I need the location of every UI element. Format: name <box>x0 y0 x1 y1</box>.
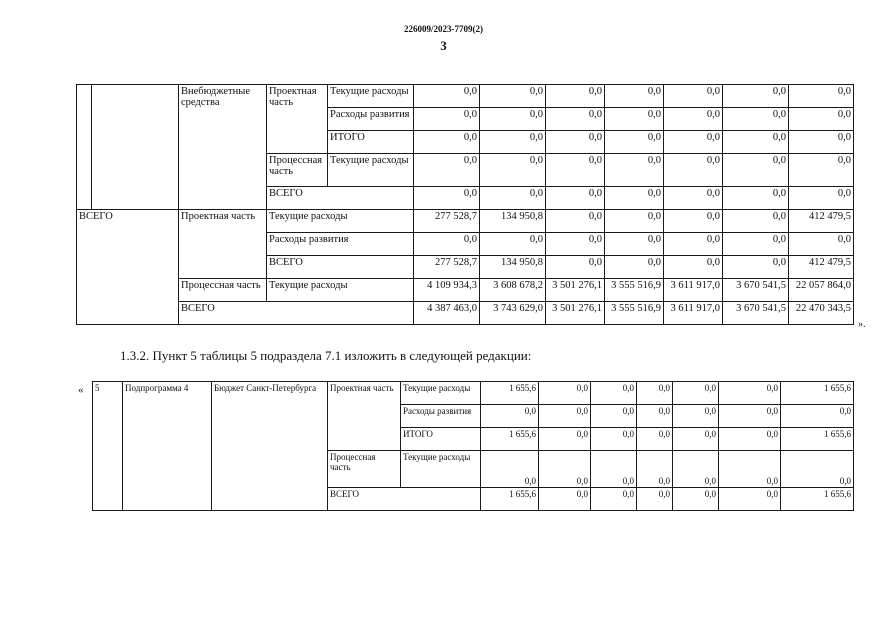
table-cell: 3 555 516,9 <box>605 279 664 302</box>
table-cell: 0,0 <box>673 488 719 511</box>
table-cell: 0,0 <box>480 108 546 131</box>
table-cell: Проектная часть <box>328 382 401 451</box>
table-cell: Внебюджетные средства <box>179 85 267 210</box>
table-cell: Текущие расходы <box>328 154 414 187</box>
table-cell: 0,0 <box>546 187 605 210</box>
table-row <box>77 210 854 233</box>
table-cell: 0,0 <box>673 451 719 488</box>
table-cell: 0,0 <box>539 382 591 405</box>
table-cell <box>92 85 179 210</box>
opening-quote: « <box>78 384 84 396</box>
table-cell: 0,0 <box>664 187 723 210</box>
table-cell: 0,0 <box>723 108 789 131</box>
table-cell: ВСЕГО <box>179 302 414 325</box>
document-id: 226009/2023-7709(2) <box>404 24 483 34</box>
table-cell: 0,0 <box>414 187 480 210</box>
table-cell: Проектная часть <box>179 210 267 279</box>
table-cell: Расходы развития <box>267 233 414 256</box>
expenses-table-continued <box>76 84 854 325</box>
table-row <box>93 382 854 405</box>
table-cell: 0,0 <box>605 85 664 108</box>
table-cell: 0,0 <box>723 256 789 279</box>
table-cell: 0,0 <box>539 451 591 488</box>
table-cell: ИТОГО <box>401 428 481 451</box>
table-cell: 0,0 <box>605 233 664 256</box>
table-cell: 3 743 629,0 <box>480 302 546 325</box>
table-cell: 0,0 <box>414 108 480 131</box>
table-cell: 0,0 <box>637 428 673 451</box>
table-cell: 0,0 <box>605 256 664 279</box>
table-cell: Текущие расходы <box>401 451 481 488</box>
table-cell: Текущие расходы <box>267 210 414 233</box>
table-cell: 1 655,6 <box>781 428 854 451</box>
table-cell: 1 655,6 <box>481 428 539 451</box>
table-cell: 134 950,8 <box>480 256 546 279</box>
table-cell: 412 479,5 <box>789 210 854 233</box>
table-cell: 0,0 <box>591 451 637 488</box>
table-cell: Процессная часть <box>267 154 328 187</box>
closing-quote: ». <box>858 319 866 330</box>
table-row <box>77 279 854 302</box>
table-cell: 0,0 <box>789 131 854 154</box>
table-cell: 3 670 541,5 <box>723 302 789 325</box>
table-cell: 0,0 <box>789 154 854 187</box>
table-cell: 4 109 934,3 <box>414 279 480 302</box>
subprogram-table <box>92 381 854 511</box>
table-row <box>77 85 854 108</box>
table-cell: 22 470 343,5 <box>789 302 854 325</box>
table-cell: 0,0 <box>664 108 723 131</box>
table-cell: 0,0 <box>664 131 723 154</box>
table-cell: 0,0 <box>719 488 781 511</box>
table-cell: 0,0 <box>481 451 539 488</box>
table-cell: ИТОГО <box>328 131 414 154</box>
table-cell: 0,0 <box>673 405 719 428</box>
table-cell: Процессная часть <box>328 451 401 488</box>
table-cell: 0,0 <box>789 233 854 256</box>
table-cell: 0,0 <box>723 85 789 108</box>
table-cell: 0,0 <box>480 131 546 154</box>
table-cell: Процессная часть <box>179 279 267 302</box>
table-cell: 0,0 <box>723 210 789 233</box>
table-cell: ВСЕГО <box>267 187 414 210</box>
table-cell: 0,0 <box>719 428 781 451</box>
table-cell: 3 555 516,9 <box>605 302 664 325</box>
table-cell: 277 528,7 <box>414 210 480 233</box>
table-cell: Расходы развития <box>328 108 414 131</box>
table-cell: 1 655,6 <box>481 382 539 405</box>
table-row <box>77 302 854 325</box>
table-cell: 0,0 <box>605 131 664 154</box>
table-cell: 0,0 <box>546 85 605 108</box>
table-cell: 0,0 <box>637 382 673 405</box>
table-cell: Текущие расходы <box>328 85 414 108</box>
section-heading: 1.3.2. Пункт 5 таблицы 5 подраздела 7.1 изложить в следующей редакции: <box>120 348 532 363</box>
table-cell: 0,0 <box>546 256 605 279</box>
table-cell: 3 670 541,5 <box>723 279 789 302</box>
table-cell: 0,0 <box>414 85 480 108</box>
table-cell: Проектная часть <box>267 85 328 154</box>
table-cell: 0,0 <box>546 131 605 154</box>
table-cell: 0,0 <box>591 428 637 451</box>
table-cell: 0,0 <box>789 85 854 108</box>
table-cell: 0,0 <box>414 154 480 187</box>
table-cell: 0,0 <box>539 428 591 451</box>
table-cell: 0,0 <box>723 187 789 210</box>
table-cell: 0,0 <box>605 154 664 187</box>
table-cell: Текущие расходы <box>401 382 481 405</box>
table-cell: 5 <box>93 382 123 511</box>
table-cell: 1 655,6 <box>781 382 854 405</box>
table-cell: 0,0 <box>719 405 781 428</box>
table-cell: 0,0 <box>605 108 664 131</box>
table-cell: 0,0 <box>539 405 591 428</box>
table-cell: 0,0 <box>591 382 637 405</box>
table-cell: 0,0 <box>480 233 546 256</box>
table-cell: 3 501 276,1 <box>546 279 605 302</box>
table-cell: 0,0 <box>789 187 854 210</box>
table-cell: 0,0 <box>637 451 673 488</box>
table-cell: 0,0 <box>781 451 854 488</box>
table-cell: ВСЕГО <box>77 210 179 325</box>
table-cell: 0,0 <box>664 85 723 108</box>
table-cell: 0,0 <box>539 488 591 511</box>
table-cell: 0,0 <box>546 210 605 233</box>
table-cell: 0,0 <box>723 233 789 256</box>
table-cell: 0,0 <box>591 488 637 511</box>
table-cell: 0,0 <box>719 451 781 488</box>
table-cell: 0,0 <box>481 405 539 428</box>
table-cell: 0,0 <box>637 405 673 428</box>
table-cell: 0,0 <box>664 256 723 279</box>
table-cell: 3 611 917,0 <box>664 279 723 302</box>
table-cell: 0,0 <box>546 108 605 131</box>
table-cell: 1 655,6 <box>781 488 854 511</box>
table-cell: 0,0 <box>414 233 480 256</box>
table-cell: 0,0 <box>480 154 546 187</box>
table-cell: 0,0 <box>664 210 723 233</box>
table-cell: 0,0 <box>605 210 664 233</box>
table-cell: 0,0 <box>637 488 673 511</box>
table-cell: 0,0 <box>480 85 546 108</box>
table-cell: 0,0 <box>723 131 789 154</box>
table-cell: 1 655,6 <box>481 488 539 511</box>
table-cell: 3 608 678,2 <box>480 279 546 302</box>
table-cell: 277 528,7 <box>414 256 480 279</box>
table-cell: 0,0 <box>723 154 789 187</box>
table-cell: 134 950,8 <box>480 210 546 233</box>
table-cell: 412 479,5 <box>789 256 854 279</box>
table-cell: 22 057 864,0 <box>789 279 854 302</box>
table-cell: 0,0 <box>546 233 605 256</box>
table-cell: Расходы развития <box>401 405 481 428</box>
table-cell: Текущие расходы <box>267 279 414 302</box>
table-cell: 0,0 <box>664 233 723 256</box>
table-cell: 4 387 463,0 <box>414 302 480 325</box>
table-cell <box>77 85 92 210</box>
table-cell: 0,0 <box>546 154 605 187</box>
table-cell: 0,0 <box>480 187 546 210</box>
table-cell: Подпрограмма 4 <box>123 382 212 511</box>
table-cell: 0,0 <box>673 428 719 451</box>
page-number: 3 <box>440 38 447 53</box>
table-cell: ВСЕГО <box>267 256 414 279</box>
table-cell: 0,0 <box>414 131 480 154</box>
table-cell: 0,0 <box>673 382 719 405</box>
table-cell: 0,0 <box>781 405 854 428</box>
table-cell: ВСЕГО <box>328 488 481 511</box>
table-cell: 3 611 917,0 <box>664 302 723 325</box>
table-cell: Бюджет Санкт-Петербурга <box>212 382 328 511</box>
table-cell: 3 501 276,1 <box>546 302 605 325</box>
table-cell: 0,0 <box>605 187 664 210</box>
table-cell: 0,0 <box>719 382 781 405</box>
table-cell: 0,0 <box>789 108 854 131</box>
table-cell: 0,0 <box>591 405 637 428</box>
table-cell: 0,0 <box>664 154 723 187</box>
